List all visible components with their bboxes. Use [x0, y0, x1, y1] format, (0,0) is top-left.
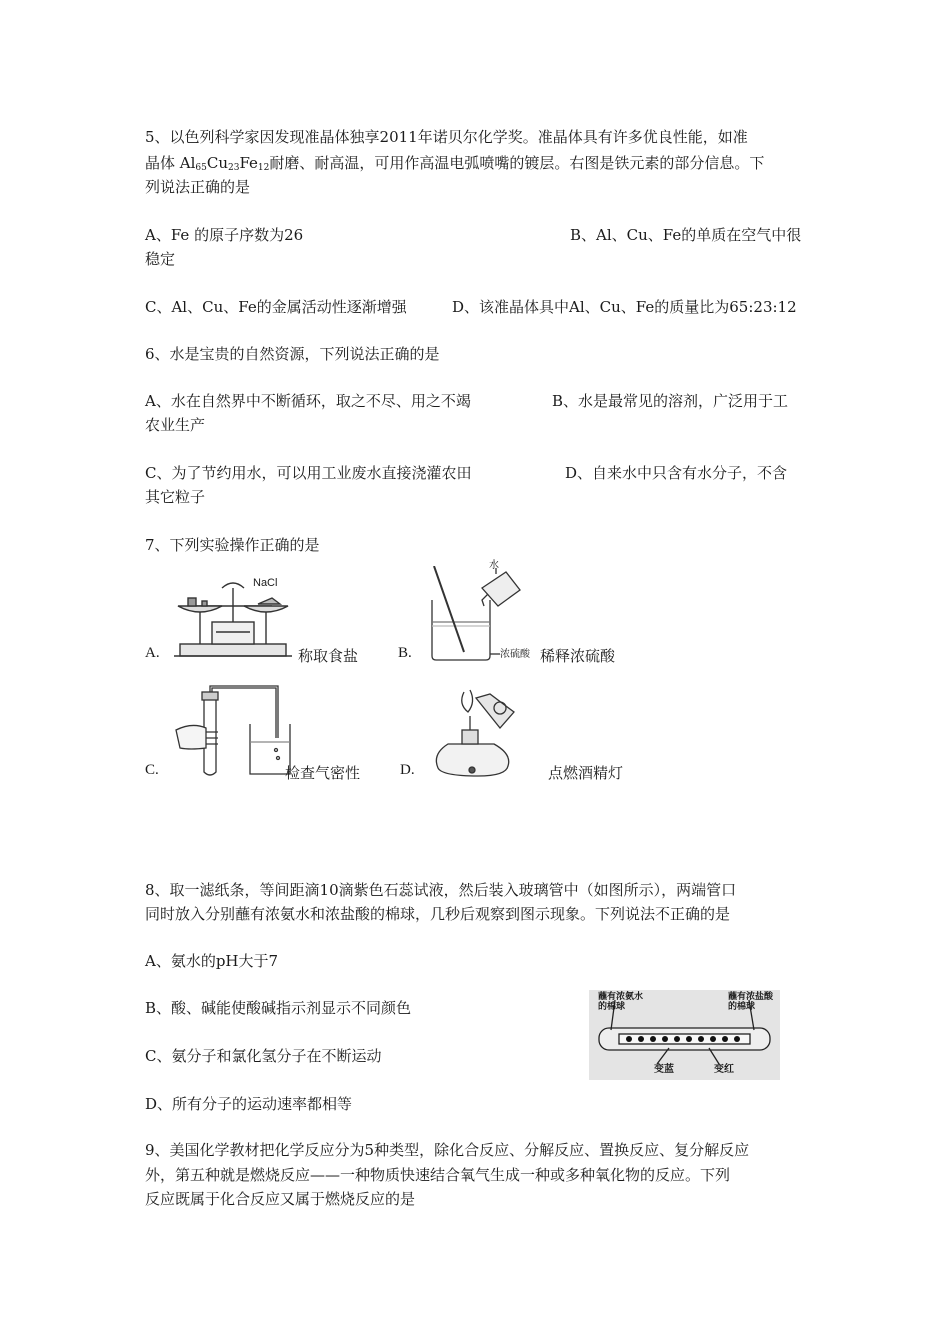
q6-option-b-cont: 农业生产: [145, 416, 206, 434]
q8-stem-line1: 8、取一滤纸条，等间距滴10滴紫色石蕊试液，然后装入玻璃管中（如图所示），两端管口: [145, 881, 737, 899]
q8-option-d: D、所有分子的运动速率都相等: [145, 1095, 353, 1113]
q7-option-b-caption: 稀释浓硫酸: [540, 647, 616, 665]
fig-ammonia-label: 蘸有浓氨水 的棉球: [598, 992, 644, 1012]
q5-option-c: C、Al、Cu、Fe的金属活动性逐渐增强: [145, 298, 407, 316]
q6-option-a: A、水在自然界中不断循环，取之不尽、用之不竭: [145, 392, 471, 410]
q6-stem: 6、水是宝贵的自然资源，下列说法正确的是: [145, 345, 440, 363]
q5-stem-line2: 晶体 $Al_{65}Cu_{23}Fe_{12}$耐磨、耐高温，可用作高温电弧喷嘴的镀层。右图是铁元素的部分信息。下: [145, 154, 765, 173]
q5-stem-line1: 5、以色列科学家因发现准晶体独享2011年诺贝尔化学奖。准晶体具有许多优良性能，如准: [145, 128, 748, 146]
q9-stem-line1: 9、美国化学教材把化学反应分为5种类型，除化合反应、分解反应、置换反应、复分解反应: [145, 1141, 750, 1159]
q9-stem-line2: 外，第五种就是燃烧反应——一种物质快速结合氧气生成一种或多种氧化物的反应。下列: [145, 1166, 731, 1184]
q5-option-a: A、Fe 的原子序数为26: [145, 226, 304, 244]
q7-option-a-label: A.: [145, 645, 160, 661]
airtightness-figure: [172, 684, 300, 780]
q5-option-b: B、Al、Cu、Fe的单质在空气中很: [570, 226, 802, 244]
fig-blue-label: 变蓝: [654, 1064, 674, 1075]
q6-option-b: B、水是最常见的溶剂，广泛用于工: [552, 392, 789, 410]
q7-option-d-label: D.: [400, 762, 415, 778]
q5-option-b-cont: 稳定: [145, 250, 176, 268]
q8-option-a: A、氨水的pH大于7: [145, 952, 279, 970]
q8-stem-line2: 同时放入分别蘸有浓氨水和浓盐酸的棉球，几秒后观察到图示现象。下列说法不正确的是: [145, 905, 731, 923]
q7-stem: 7、下列实验操作正确的是: [145, 536, 320, 554]
q5-option-d: D、该准晶体具中Al、Cu、Fe的质量比为65:23:12: [452, 298, 797, 316]
q7-option-b-label: B.: [398, 645, 412, 661]
q7-option-c-caption: 检查气密性: [285, 764, 361, 782]
q8-option-b: B、酸、碱能使酸碱指示剂显示不同颜色: [145, 999, 412, 1017]
q7-option-a-caption: 称取食盐: [298, 647, 359, 665]
q9-stem-line3: 反应既属于化合反应又属于燃烧反应的是: [145, 1190, 416, 1208]
fig-red-label: 变红: [714, 1064, 734, 1075]
q6-option-d: D、自来水中只含有水分子，不含: [565, 464, 788, 482]
q6-option-c: C、为了节约用水，可以用工业废水直接浇灌农田: [145, 464, 472, 482]
alcohol-lamp-figure: [428, 684, 528, 780]
water-label: 水: [489, 560, 499, 571]
q5-stem-line3: 列说法正确的是: [145, 178, 251, 196]
q6-option-d-cont: 其它粒子: [145, 488, 206, 506]
acid-label: 浓硫酸: [500, 649, 530, 660]
q8-option-c: C、氨分子和氯化氢分子在不断运动: [145, 1047, 382, 1065]
q7-option-d-caption: 点燃酒精灯: [548, 764, 624, 782]
q7-option-c-label: C.: [145, 762, 159, 778]
nacl-label: NaCl: [253, 577, 278, 589]
fig-hcl-label: 蘸有浓盐酸 的棉球: [728, 992, 774, 1012]
